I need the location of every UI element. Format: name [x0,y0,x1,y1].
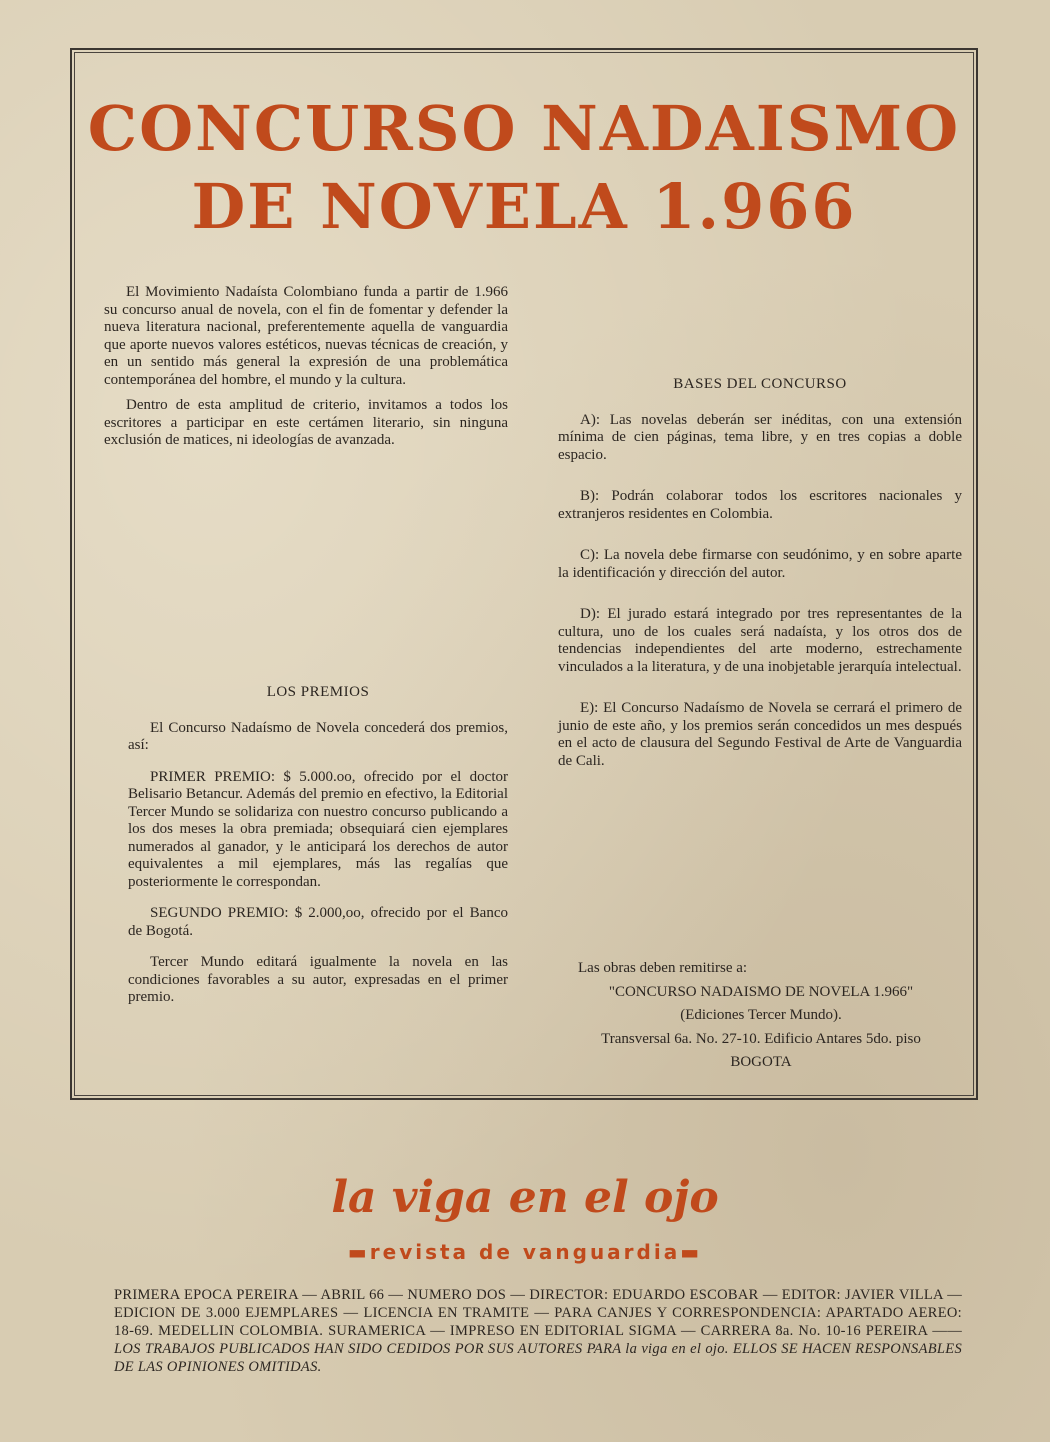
first-prize: PRIMER PREMIO: $ 5.000.oo, ofrecido por el doctor Belisario Betancur. Además del premio en efectivo, la Editorial Tercer Mundo se solidariza con nuestro concurso publicando a los dos meses la obra premiada; obsequiará cien ejemplares numerados al ganador, y le anticipará los derechos de autor equivalentes a mil ejemplares, más las regalías que posteriormente le correspondan. [128,768,508,890]
colophon-main: PRIMERA EPOCA PEREIRA — ABRIL 66 — NUMERO DOS — DIRECTOR: EDUARDO ESCOBAR — EDITOR: JAVIER VILLA — EDICION DE 3.000 EJEMPLARES — LICENCIA EN TRAMITE — PARA CANJES Y CORRESPONDENCIA: APARTADO AEREO: 18-69. MEDELLIN COLOMBIA. SURAMERICA — IMPRESO EN EDITORIAL SIGMA — CARRERA 8a. No. 10-16 PEREIRA —— [114,1287,962,1339]
colophon-disclaimer: LOS TRABAJOS PUBLICADOS HAN SIDO CEDIDOS POR SUS AUTORES PARA la viga en el ojo. ELLOS SE HACEN RESPONSABLES DE LAS OPINIONES OMITIDAS. [114,1341,962,1375]
contest-title-line1: CONCURSO NADAISMO [87,92,961,165]
submission-instruction: Las obras deben remitirse a: [578,960,748,976]
rules-section [558,376,962,794]
submission-publisher: (Ediciones Tercer Mundo). [680,1007,842,1023]
rule-d: D): El jurado estará integrado por tres representantes de la cultura, uno de los cuales será nadaísta, y los otros dos de tendencias independientes del arte moderno, estrechamente vinculados a la literatura, y de una inobjetable jerarquía intelectual. [558,606,962,675]
colophon [114,1286,962,1376]
rules-heading: BASES DEL CONCURSO [673,376,847,392]
submission-recipient: "CONCURSO NADAISMO DE NOVELA 1.966" [608,983,914,1000]
rule-a: A): Las novelas deberán ser inéditas, con una extensión mínima de cien páginas, tema libre, y en tres copias a doble espacio. [558,411,962,463]
contest-title-line2: DE NOVELA 1.966 [191,170,857,243]
submission-city: BOGOTA [730,1054,792,1070]
submission-street: Transversal 6a. No. 27-10. Edificio Antares 5do. piso [601,1030,921,1047]
prizes-note: Tercer Mundo editará igualmente la novela en las condiciones favorables a su autor, expresadas en el primer premio. [128,954,508,1005]
rule-c: C): La novela debe firmarse con seudónimo, y en sobre aparte la identificación y dirección del autor. [558,547,962,581]
rule-e: E): El Concurso Nadaísmo de Novela se cerrará el primero de junio de este año, y los premios serán concedidos un mes después en el acto de clausura del Segundo Festival de Arte de Vanguardia de Cali. [558,700,962,769]
prizes-heading: LOS PREMIOS [266,684,370,700]
prizes-section [128,684,508,1021]
intro-paragraph-2: Dentro de esta amplitud de criterio, invitamos a todos los escritores a participar en este certámen literario, sin ninguna exclusión de matices, ni ideologías de avanzada. [104,397,508,448]
second-prize: SEGUNDO PREMIO: $ 2.000,oo, ofrecido por el Banco de Bogotá. [128,905,508,939]
magazine-name: la viga en el ojo [331,1172,719,1223]
magazine-subtitle: ▬revista de vanguardia▬ [347,1240,703,1264]
intro-section [104,284,508,458]
rule-b: B): Podrán colaborar todos los escritores nacionales y extranjeros residentes en Colombia. [558,488,962,522]
prizes-intro: El Concurso Nadaísmo de Novela concederá dos premios, así: [128,719,508,753]
intro-paragraph-1: El Movimiento Nadaísta Colombiano funda a partir de 1.966 su concurso anual de novela, con el fin de fomentar y defender la nueva literatura nacional, preferentemente aquella de vanguardia que aporte nuevos valores estéticos, nuevas técnicas de creación, y en un sentido más general la expresión de una problemática contemporánea del hombre, el mundo y la cultura. [104,284,508,388]
submission-address [556,960,966,1078]
